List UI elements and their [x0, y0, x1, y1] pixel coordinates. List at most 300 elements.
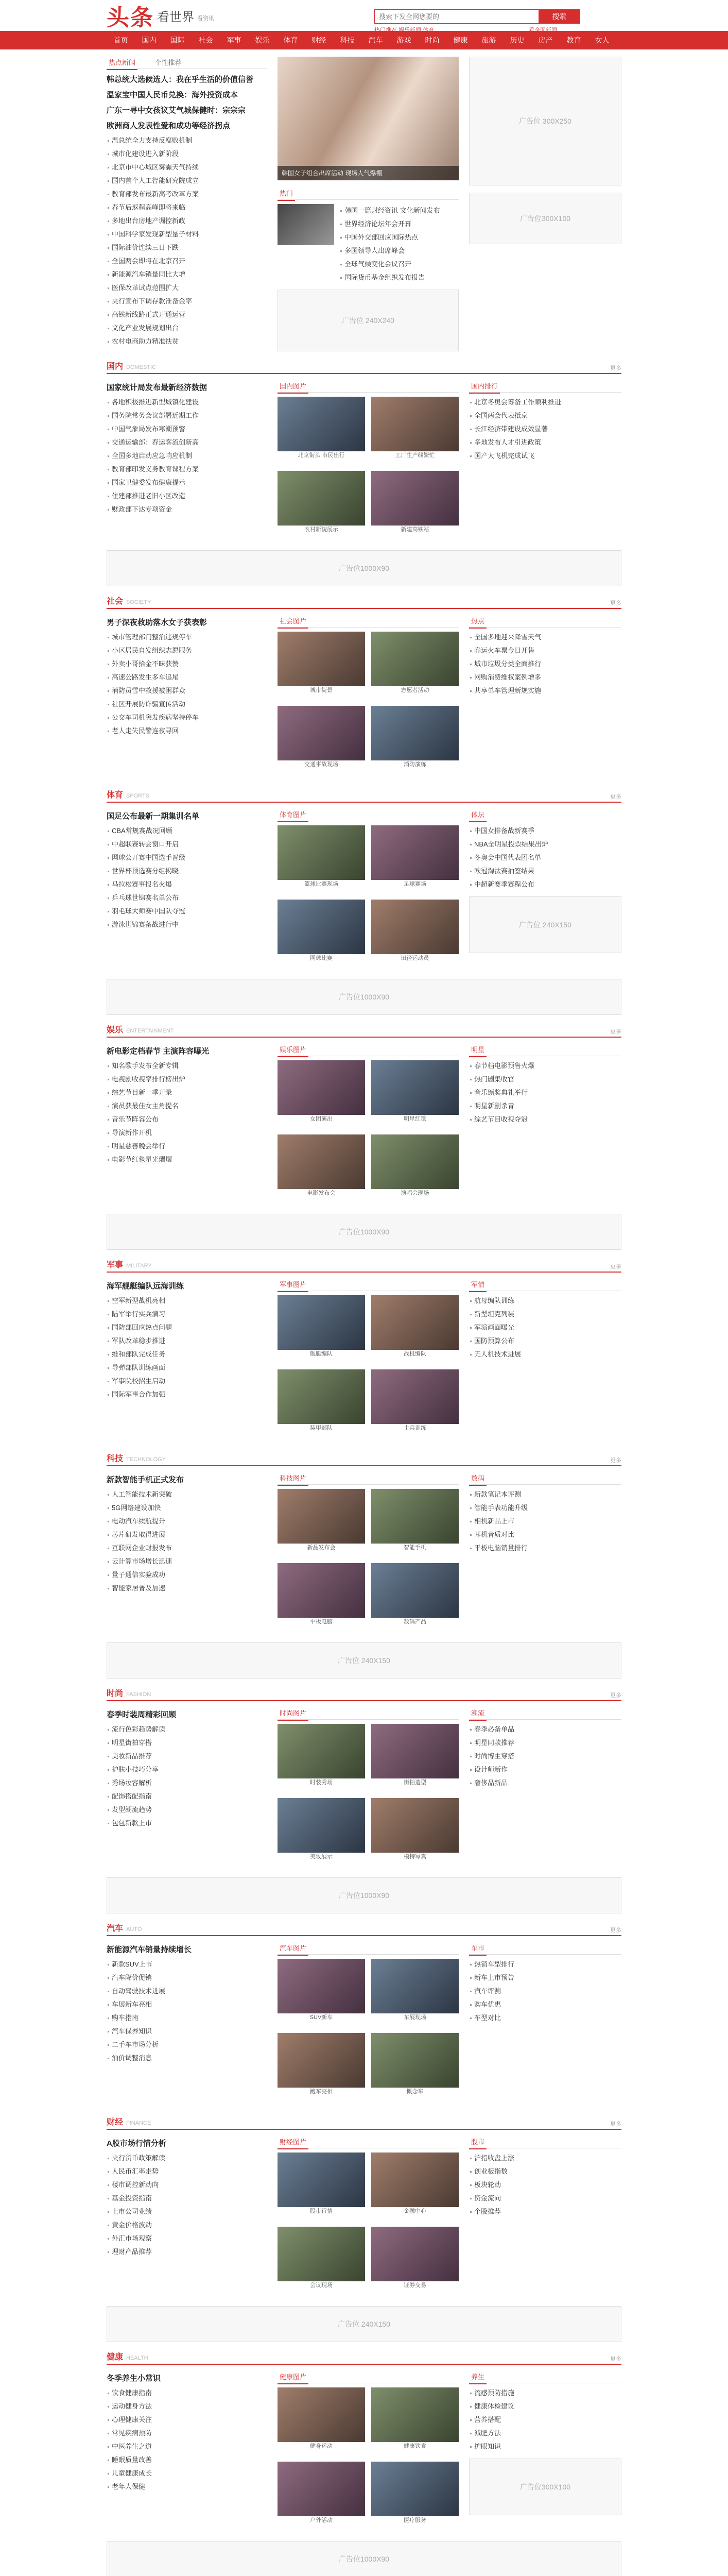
pic-image[interactable] [371, 1489, 459, 1544]
news-item[interactable]: 油价调整消息 [107, 2052, 267, 2065]
pic-image[interactable] [371, 706, 459, 760]
pic-image[interactable] [278, 706, 365, 760]
nav-item-5[interactable]: 娱乐 [255, 36, 270, 44]
pic-item[interactable] [371, 471, 459, 542]
headline[interactable]: 冬季养生小常识 [107, 2374, 161, 2383]
site-logo[interactable]: 头条 [107, 5, 154, 30]
news-item[interactable]: 电视剧收视率排行榜出炉 [107, 1073, 267, 1086]
news-item[interactable]: 黄金价格波动 [107, 2218, 267, 2232]
pic-item[interactable] [371, 1798, 459, 1869]
all-news-link[interactable]: 看全网新闻 [529, 27, 557, 33]
ad-slot[interactable]: 广告位1000X90 [107, 2541, 621, 2576]
pic-image[interactable] [278, 825, 365, 880]
pic-item[interactable] [371, 2227, 459, 2298]
pic-caption[interactable]: 数码产品 [404, 1619, 426, 1625]
news-item[interactable]: 常见疾病预防 [107, 2427, 267, 2440]
more-link[interactable]: 更多 [610, 1927, 621, 1934]
news-item[interactable]: 平板电脑销量排行 [469, 1541, 621, 1555]
pic-image[interactable] [278, 2153, 365, 2207]
pic-caption[interactable]: 医疗服务 [404, 2517, 426, 2523]
news-item[interactable]: 医保改革试点范围扩大 [107, 281, 267, 295]
pic-caption[interactable]: 股市行情 [310, 2208, 333, 2214]
pic-caption[interactable]: 装甲部队 [310, 1425, 333, 1431]
headline[interactable]: 春季时装周精彩回顾 [107, 1710, 177, 1719]
news-item[interactable]: 5G网络建设加快 [107, 1501, 267, 1515]
news-item[interactable]: 小区居民自发组织志愿服务 [107, 644, 267, 657]
headline[interactable]: 海军舰艇编队远海训练 [107, 1282, 184, 1291]
pic-item[interactable] [371, 706, 459, 777]
tab-hot[interactable]: 热点新闻 [107, 57, 137, 70]
news-item[interactable]: 游泳世锦赛备战进行中 [107, 918, 267, 931]
news-item[interactable]: 无人机技术进展 [469, 1348, 621, 1361]
pic-caption[interactable]: SUV新车 [309, 2014, 333, 2021]
news-item[interactable]: 中超联赛转会窗口开启 [107, 838, 267, 851]
news-item[interactable]: 老年人保健 [107, 2480, 267, 2494]
pic-item[interactable] [278, 2033, 365, 2104]
search-button[interactable]: 搜索 [539, 10, 580, 23]
pic-item[interactable] [371, 825, 459, 896]
news-item[interactable]: 文化产业发展规划出台 [107, 321, 267, 335]
pic-item[interactable] [278, 2153, 365, 2224]
news-item[interactable]: 春节档电影预售火爆 [469, 1059, 621, 1073]
news-item[interactable]: 国际油价连续三日下跌 [107, 241, 267, 255]
news-item[interactable]: 春节后返程高峰即将来临 [107, 201, 267, 214]
headline[interactable]: 新能源汽车销量持续增长 [107, 1945, 192, 1954]
pic-item[interactable] [371, 2462, 459, 2533]
news-item[interactable]: 马拉松赛事报名火爆 [107, 878, 267, 891]
pic-caption[interactable]: 消防演练 [404, 761, 426, 768]
pic-item[interactable] [371, 397, 459, 468]
news-item[interactable]: 美妆新品推荐 [107, 1750, 267, 1763]
pic-item[interactable] [371, 1134, 459, 1206]
nav-item-15[interactable]: 房产 [538, 36, 553, 44]
hot-links[interactable]: 热门推荐 娱乐新闻 体育 [374, 27, 435, 33]
pic-caption[interactable]: 志愿者活动 [401, 687, 429, 693]
news-item[interactable]: 个股推荐 [469, 2205, 621, 2218]
news-item[interactable]: 全国两会代表抵京 [469, 409, 621, 422]
news-item[interactable]: 明星街拍穿搭 [107, 1736, 267, 1750]
nav-item-14[interactable]: 历史 [510, 36, 525, 44]
more-link[interactable]: 更多 [610, 1029, 621, 1035]
news-item[interactable]: 空军新型战机亮相 [107, 1294, 267, 1308]
pic-image[interactable] [371, 2462, 459, 2516]
more-link[interactable]: 更多 [610, 1264, 621, 1270]
more-link[interactable]: 更多 [610, 600, 621, 606]
pic-image[interactable] [278, 2227, 365, 2281]
pic-image[interactable] [371, 632, 459, 686]
news-item[interactable]: 国产大飞机完成试飞 [469, 449, 621, 463]
news-item[interactable]: 心理健康关注 [107, 2413, 267, 2427]
news-item[interactable]: 综艺节目新一季开录 [107, 1086, 267, 1099]
news-item[interactable]: 板块轮动 [469, 2178, 621, 2192]
pic-item[interactable] [371, 2387, 459, 2459]
pic-item[interactable] [278, 1295, 365, 1366]
news-item[interactable]: 外卖小哥拾金不昧获赞 [107, 657, 267, 671]
news-item[interactable]: 北京市中心城区雾霾天气持续 [107, 161, 267, 174]
news-item[interactable]: 多地发布人才引进政策 [469, 436, 621, 449]
pic-caption[interactable]: 街拍造型 [404, 1780, 426, 1786]
news-item[interactable]: 新能源汽车销量同比大增 [107, 268, 267, 281]
news-item[interactable]: 共享单车管理新规实施 [469, 684, 621, 698]
news-item[interactable]: 乒乓球世锦赛名单公布 [107, 891, 267, 905]
news-item[interactable]: 汽车评测 [469, 1985, 621, 1998]
pic-image[interactable] [278, 2033, 365, 2088]
news-item[interactable]: 芯片研发取得进展 [107, 1528, 267, 1541]
news-item[interactable]: 导演新作开机 [107, 1126, 267, 1140]
news-item[interactable]: 北京冬奥会筹备工作顺利推进 [469, 396, 621, 409]
pic-caption[interactable]: 电影发布会 [307, 1190, 336, 1196]
news-item[interactable]: 儿童健康成长 [107, 2467, 267, 2480]
news-item[interactable]: 国内首个人工智能研究院成立 [107, 174, 267, 188]
pic-item[interactable] [278, 2462, 365, 2533]
pic-item[interactable] [278, 1959, 365, 2030]
ad-slot[interactable]: 广告位 240X150 [469, 896, 621, 953]
pic-image[interactable] [278, 1369, 365, 1424]
news-item[interactable]: 欧冠淘汰赛抽签结果 [469, 865, 621, 878]
news-item[interactable]: 温总统全力支持反腐败机制 [107, 134, 267, 147]
news-item[interactable]: 老人走失民警连夜寻回 [107, 724, 267, 738]
news-item[interactable]: 公交车司机突发疾病坚持停车 [107, 711, 267, 724]
pic-item[interactable] [371, 900, 459, 971]
news-item[interactable]: 住建部推进老旧小区改造 [107, 489, 267, 503]
news-item[interactable]: 导弹部队训练画面 [107, 1361, 267, 1375]
news-item[interactable]: 央行货币政策解读 [107, 2151, 267, 2165]
pic-image[interactable] [371, 2153, 459, 2207]
news-item[interactable]: 网球公开赛中国选手晋级 [107, 851, 267, 865]
pic-caption[interactable]: 时装秀场 [310, 1780, 333, 1786]
pic-item[interactable] [278, 900, 365, 971]
pic-item[interactable] [278, 825, 365, 896]
news-item[interactable]: 演员获最佳女主角提名 [107, 1099, 267, 1113]
headline[interactable]: 国足公布最新一期集训名单 [107, 812, 200, 821]
news-item[interactable]: 世界经济论坛年会开幕 [339, 217, 459, 231]
pic-caption[interactable]: 农村新貌展示 [304, 527, 338, 533]
pic-image[interactable] [278, 2462, 365, 2516]
nav-item-11[interactable]: 时尚 [425, 36, 440, 44]
pic-caption[interactable]: 城市街景 [310, 687, 333, 693]
pic-item[interactable] [278, 1134, 365, 1206]
news-item[interactable]: 中国气象局发布寒潮预警 [107, 422, 267, 436]
pic-caption[interactable]: 美妆展示 [310, 1854, 333, 1860]
news-item[interactable]: 教育部印发义务教育课程方案 [107, 463, 267, 476]
news-item[interactable]: 羽毛球大师赛中国队夺冠 [107, 905, 267, 918]
news-item[interactable]: 全国多地迎来降雪天气 [469, 631, 621, 644]
news-item[interactable]: 多地出台房地产调控新政 [107, 214, 267, 228]
pic-image[interactable] [371, 1369, 459, 1424]
nav-item-9[interactable]: 汽车 [368, 36, 383, 44]
news-item[interactable]: 全国多地启动应急响应机制 [107, 449, 267, 463]
pic-caption[interactable]: 跑车亮相 [310, 2089, 333, 2095]
ad-slot[interactable]: 广告位1000X90 [107, 979, 621, 1015]
pic-image[interactable] [371, 1724, 459, 1778]
section-title[interactable]: 娱乐 [107, 1026, 124, 1035]
news-item[interactable]: 城市管理部门整治违规停车 [107, 631, 267, 644]
more-link[interactable]: 更多 [610, 1458, 621, 1464]
nav-item-0[interactable]: 首页 [113, 36, 128, 44]
nav-item-2[interactable]: 国际 [170, 36, 185, 44]
pic-item[interactable] [371, 2153, 459, 2224]
more-link[interactable]: 更多 [610, 2356, 621, 2362]
news-item[interactable]: 云计算市场增长迅速 [107, 1555, 267, 1568]
pic-caption[interactable]: 工厂生产线繁忙 [395, 452, 435, 459]
headline[interactable]: 新款智能手机正式发布 [107, 1476, 184, 1484]
news-item[interactable]: 资金流向 [469, 2192, 621, 2205]
pic-caption[interactable]: 网球比赛 [310, 955, 333, 961]
pic-item[interactable] [371, 1724, 459, 1795]
news-item[interactable]: 奢侈品新品 [469, 1776, 621, 1790]
pic-item[interactable] [371, 1563, 459, 1634]
pic-item[interactable] [371, 632, 459, 703]
pic-caption[interactable]: 证券交易 [404, 2282, 426, 2289]
pic-image[interactable] [371, 1134, 459, 1189]
news-item[interactable]: 冬奥会中国代表团名单 [469, 851, 621, 865]
news-item[interactable]: 中国科学家发现新型量子材料 [107, 228, 267, 241]
news-item[interactable]: 中国女排备战新赛季 [469, 824, 621, 838]
search-input[interactable] [375, 10, 539, 23]
pic-caption[interactable]: 北京街头 市民出行 [298, 452, 345, 459]
news-item[interactable]: 时尚博主穿搭 [469, 1750, 621, 1763]
news-item[interactable]: 综艺节目收视夺冠 [469, 1113, 621, 1126]
pic-caption[interactable]: 足球赛场 [404, 881, 426, 887]
news-item[interactable]: 热门剧集收官 [469, 1073, 621, 1086]
news-item[interactable]: 全球气候变化会议召开 [339, 258, 459, 271]
pic-caption[interactable]: 新建高铁站 [401, 527, 429, 533]
news-item[interactable]: NBA全明星投票结果出炉 [469, 838, 621, 851]
pic-image[interactable] [278, 1959, 365, 2013]
section-title[interactable]: 国内 [107, 362, 124, 371]
pic-item[interactable] [278, 471, 365, 542]
pic-caption[interactable]: 模特写真 [404, 1854, 426, 1860]
news-item[interactable]: 世界杯预选赛分组揭晓 [107, 865, 267, 878]
pic-image[interactable] [278, 1134, 365, 1189]
news-item[interactable]: 互联网企业财报发布 [107, 1541, 267, 1555]
news-item[interactable]: 配饰搭配指南 [107, 1790, 267, 1803]
pic-caption[interactable]: 舰艇编队 [310, 1351, 333, 1357]
headline[interactable]: A股市场行情分析 [107, 2139, 166, 2148]
news-item[interactable]: 电动汽车续航提升 [107, 1515, 267, 1528]
section-title[interactable]: 健康 [107, 2353, 124, 2362]
news-item[interactable]: 车型对比 [469, 2011, 621, 2025]
news-item[interactable]: 陆军举行实兵演习 [107, 1308, 267, 1321]
pic-caption[interactable]: 篮球比赛现场 [304, 881, 338, 887]
news-item[interactable]: 韩国一篇财经资讯 文化新闻发布 [339, 204, 459, 217]
news-item[interactable]: 护眼知识 [469, 2440, 621, 2453]
section-title[interactable]: 汽车 [107, 1924, 124, 1933]
pic-item[interactable] [371, 1060, 459, 1131]
nav-item-17[interactable]: 女人 [595, 36, 610, 44]
news-item[interactable]: 国防部回应热点问题 [107, 1321, 267, 1334]
news-item[interactable]: 电影节红毯星光熠熠 [107, 1153, 267, 1166]
news-item[interactable]: 耳机音质对比 [469, 1528, 621, 1541]
pic-item[interactable] [278, 632, 365, 703]
pic-image[interactable] [278, 471, 365, 526]
section-title[interactable]: 社会 [107, 597, 124, 606]
ad-slot[interactable]: 广告位 240X150 [107, 2306, 621, 2342]
pic-image[interactable] [371, 900, 459, 954]
nav-item-12[interactable]: 健康 [453, 36, 468, 44]
nav-item-3[interactable]: 社会 [198, 36, 213, 44]
news-item[interactable]: 新款笔记本评测 [469, 1488, 621, 1501]
pic-image[interactable] [371, 825, 459, 880]
news-item[interactable]: 量子通信实验成功 [107, 1568, 267, 1582]
pic-image[interactable] [278, 1489, 365, 1544]
pic-image[interactable] [371, 471, 459, 526]
news-item[interactable]: 网购消费维权案例增多 [469, 671, 621, 684]
news-item[interactable]: 热销车型排行 [469, 1958, 621, 1971]
news-item[interactable]: CBA常规赛战况回顾 [107, 824, 267, 838]
news-item[interactable]: 减肥方法 [469, 2427, 621, 2440]
pic-item[interactable] [278, 1060, 365, 1131]
headline[interactable]: 温家宝中国人民币兑换：海外投资成本 [107, 91, 238, 99]
pic-image[interactable] [278, 1724, 365, 1778]
pic-item[interactable] [371, 2033, 459, 2104]
news-item[interactable]: 春运火车票今日开售 [469, 644, 621, 657]
pic-image[interactable] [371, 1060, 459, 1115]
pic-item[interactable] [278, 1563, 365, 1634]
headline[interactable]: 欧洲商人发表性爱和成功等经济拐点 [107, 122, 231, 130]
pic-image[interactable] [278, 397, 365, 451]
ad-slot[interactable]: 广告位1000X90 [107, 1877, 621, 1913]
news-item[interactable]: 消防员雪中救援被困群众 [107, 684, 267, 698]
news-item[interactable]: 高速公路发生多车追尾 [107, 671, 267, 684]
news-item[interactable]: 教育部发布最新高考改革方案 [107, 188, 267, 201]
pic-item[interactable] [371, 1959, 459, 2030]
pic-item[interactable] [278, 1489, 365, 1560]
news-item[interactable]: 新型坦克列装 [469, 1308, 621, 1321]
section-title[interactable]: 科技 [107, 1454, 124, 1463]
news-item[interactable]: 车展新车亮相 [107, 1998, 267, 2011]
ad-slot[interactable]: 广告位 240X150 [107, 1642, 621, 1679]
news-item[interactable]: 新车上市预告 [469, 1971, 621, 1985]
pic-caption[interactable]: 智能手机 [404, 1545, 426, 1551]
news-item[interactable]: 睡眠质量改善 [107, 2453, 267, 2467]
news-item[interactable]: 国际货币基金组织发布报告 [339, 271, 459, 284]
news-item[interactable]: 智能家居普及加速 [107, 1582, 267, 1595]
pic-caption[interactable]: 健身运动 [310, 2443, 333, 2449]
pic-caption[interactable]: 平板电脑 [310, 1619, 333, 1625]
news-item[interactable]: 健康体检建议 [469, 2400, 621, 2413]
more-link[interactable]: 更多 [610, 1692, 621, 1699]
news-item[interactable]: 人工智能技术新突破 [107, 1488, 267, 1501]
pic-caption[interactable]: 士兵训练 [404, 1425, 426, 1431]
news-item[interactable]: 军事院校招生启动 [107, 1375, 267, 1388]
pic-image[interactable] [371, 397, 459, 451]
pic-image[interactable] [278, 632, 365, 686]
pic-caption[interactable]: 概念车 [406, 2089, 424, 2095]
pic-caption[interactable]: 交通事故现场 [304, 761, 338, 768]
pic-item[interactable] [371, 1295, 459, 1366]
news-item[interactable]: 流感预防措施 [469, 2386, 621, 2400]
pic-item[interactable] [278, 1798, 365, 1869]
news-item[interactable]: 军队改革稳步推进 [107, 1334, 267, 1348]
pic-image[interactable] [278, 1060, 365, 1115]
more-link[interactable]: 更多 [610, 365, 621, 371]
news-item[interactable]: 各地积极推进新型城镇化建设 [107, 396, 267, 409]
section-title[interactable]: 军事 [107, 1261, 124, 1269]
section-title[interactable]: 体育 [107, 791, 124, 800]
news-item[interactable]: 交通运输部：春运客流创新高 [107, 436, 267, 449]
news-item[interactable]: 基金投资指南 [107, 2192, 267, 2205]
pic-image[interactable] [371, 1798, 459, 1853]
news-item[interactable]: 人民币汇率走势 [107, 2165, 267, 2178]
pic-item[interactable] [278, 706, 365, 777]
ad-slot[interactable]: 广告位 240X240 [278, 290, 459, 351]
tab-personal[interactable]: 个性推荐 [154, 59, 182, 66]
news-item[interactable]: 中国外交部回应国际热点 [339, 231, 459, 244]
pic-image[interactable] [371, 1295, 459, 1350]
news-item[interactable]: 明星新剧杀青 [469, 1099, 621, 1113]
news-item[interactable]: 包包新款上市 [107, 1817, 267, 1830]
news-item[interactable]: 新款SUV上市 [107, 1958, 267, 1971]
news-item[interactable]: 流行色彩趋势解读 [107, 1723, 267, 1736]
pic-image[interactable] [371, 2033, 459, 2088]
news-item[interactable]: 明星同款推荐 [469, 1736, 621, 1750]
side-news-image[interactable] [278, 204, 334, 245]
news-item[interactable]: 国务院常务会议部署近期工作 [107, 409, 267, 422]
ad-slot[interactable]: 广告位 300X250 [469, 57, 621, 185]
news-item[interactable]: 购车指南 [107, 2011, 267, 2025]
nav-item-13[interactable]: 旅游 [481, 36, 496, 44]
news-item[interactable]: 城市垃圾分类全面推行 [469, 657, 621, 671]
news-item[interactable]: 军演画面曝光 [469, 1321, 621, 1334]
news-item[interactable]: 设计师新作 [469, 1763, 621, 1776]
news-item[interactable]: 创业板指数 [469, 2165, 621, 2178]
news-item[interactable]: 维和部队完成任务 [107, 1348, 267, 1361]
news-item[interactable]: 国家卫健委发布健康提示 [107, 476, 267, 489]
news-item[interactable]: 全国两会即将在北京召开 [107, 255, 267, 268]
news-item[interactable]: 发型潮流趋势 [107, 1803, 267, 1817]
pic-caption[interactable]: 健康饮食 [404, 2443, 426, 2449]
pic-item[interactable] [278, 2227, 365, 2298]
pic-image[interactable] [371, 1563, 459, 1618]
pic-image[interactable] [278, 2387, 365, 2442]
headline[interactable]: 新电影定档春节 主演阵容曝光 [107, 1047, 210, 1056]
pic-caption[interactable]: 会议现场 [310, 2282, 333, 2289]
news-item[interactable]: 相机新品上市 [469, 1515, 621, 1528]
nav-item-6[interactable]: 体育 [283, 36, 298, 44]
ad-slot[interactable]: 广告位1000X90 [107, 550, 621, 586]
news-item[interactable]: 护肤小技巧分享 [107, 1763, 267, 1776]
news-item[interactable]: 知名歌手发布全新专辑 [107, 1059, 267, 1073]
pic-caption[interactable]: 金融中心 [404, 2208, 426, 2214]
news-item[interactable]: 音乐节阵容公布 [107, 1113, 267, 1126]
news-item[interactable]: 汽车保养知识 [107, 2025, 267, 2038]
news-item[interactable]: 理财产品推荐 [107, 2245, 267, 2259]
news-item[interactable]: 上市公司业绩 [107, 2205, 267, 2218]
pic-image[interactable] [278, 1295, 365, 1350]
headline[interactable]: 广东一寻中女孩议艾气城保健时：宗宗宗 [107, 106, 246, 115]
pic-caption[interactable]: 战机编队 [404, 1351, 426, 1357]
pic-item[interactable] [278, 2387, 365, 2459]
news-item[interactable]: 多国领导人出席峰会 [339, 244, 459, 258]
pic-caption[interactable]: 明星红毯 [404, 1116, 426, 1122]
ad-slot[interactable]: 广告位300X100 [469, 2459, 621, 2515]
news-item[interactable]: 二手车市场分析 [107, 2038, 267, 2052]
pic-caption[interactable]: 田径运动员 [401, 955, 429, 961]
pic-item[interactable] [371, 1489, 459, 1560]
section-title[interactable]: 财经 [107, 2118, 124, 2127]
pic-image[interactable] [278, 1563, 365, 1618]
headline[interactable]: 韩总统大选候选人：我在乎生活的价值信誉 [107, 75, 254, 84]
news-item[interactable]: 国防预算公布 [469, 1334, 621, 1348]
news-item[interactable]: 央行宣布下调存款准备金率 [107, 295, 267, 308]
news-item[interactable]: 农村电商助力精准扶贫 [107, 335, 267, 348]
news-item[interactable]: 沪指收盘上涨 [469, 2151, 621, 2165]
pic-item[interactable] [278, 1369, 365, 1440]
nav-item-16[interactable]: 教育 [566, 36, 581, 44]
nav-item-4[interactable]: 军事 [227, 36, 241, 44]
news-item[interactable]: 航母编队训练 [469, 1294, 621, 1308]
